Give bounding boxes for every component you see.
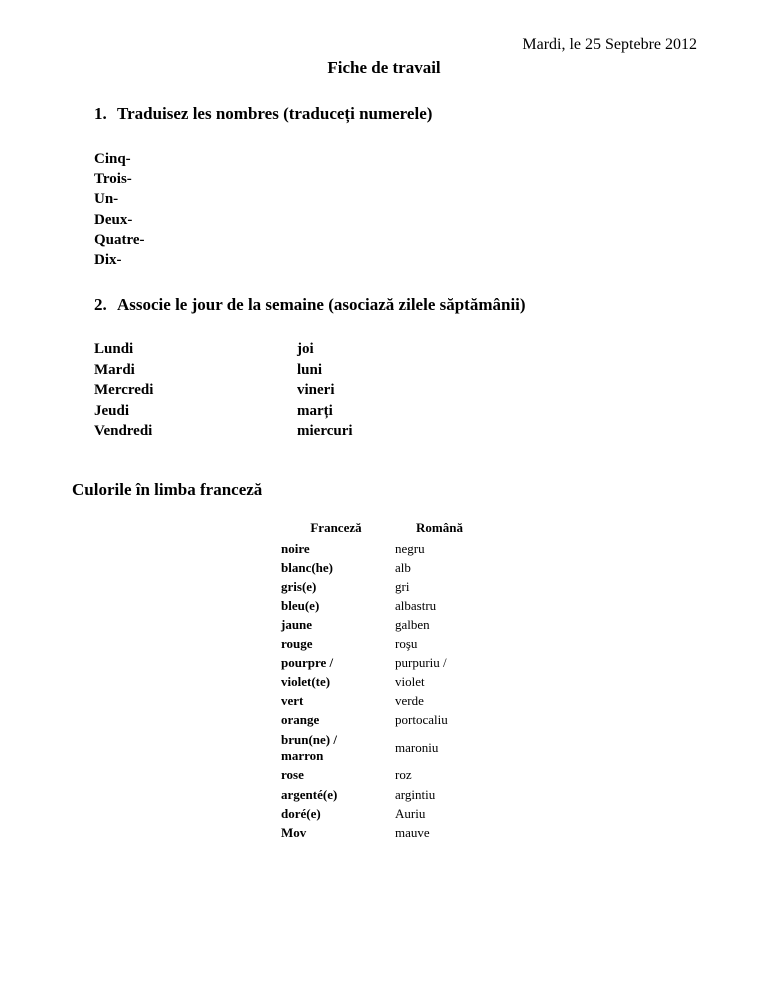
color-romanian: roz	[395, 767, 412, 783]
table-row	[278, 634, 526, 653]
column-header-french: Franceză	[310, 519, 362, 535]
table-row	[278, 766, 526, 785]
exercise-2-heading	[94, 295, 526, 315]
table-row	[278, 654, 526, 673]
exercise-2-title: Associe le jour de la semaine (asociază zilele săptămânii)	[117, 295, 526, 314]
number-item: Un-	[94, 191, 119, 208]
table-row	[278, 577, 526, 596]
table-row	[278, 711, 526, 730]
numbers-list	[94, 149, 145, 270]
color-french: gris(e)	[281, 578, 317, 594]
number-item: Trois-	[94, 171, 132, 188]
color-romanian: violet	[395, 674, 425, 690]
day-french: Jeudi	[94, 402, 130, 419]
color-romanian: alb	[395, 559, 411, 575]
color-french: orange	[281, 712, 320, 728]
table-row	[278, 692, 526, 711]
table-row	[278, 785, 526, 804]
color-french: blanc(he)	[281, 559, 333, 575]
color-french: bleu(e)	[281, 597, 320, 613]
color-french: rouge	[281, 636, 313, 652]
colors-table-header	[278, 518, 526, 539]
day-french: Vendredi	[94, 423, 153, 440]
day-romanian: marți	[297, 402, 333, 419]
color-french: violet(te)	[281, 674, 331, 690]
color-romanian: galben	[395, 616, 430, 632]
document-title: Fiche de travail	[327, 58, 441, 77]
column-header-romanian: Română	[416, 519, 463, 535]
color-romanian: verde	[395, 693, 424, 709]
exercise-1-heading	[94, 104, 432, 124]
color-romanian: portocaliu	[395, 712, 448, 728]
colors-heading: Culorile în limba franceză	[72, 480, 263, 499]
table-row	[278, 804, 526, 823]
day-french: Lundi	[94, 341, 134, 357]
day-romanian: joi	[297, 341, 314, 357]
number-item: Dix-	[94, 252, 122, 269]
exercise-1-title: Traduisez les nombres (traduceți numerele)	[117, 104, 433, 123]
color-romanian: Auriu	[395, 805, 426, 821]
number-item: Cinq-	[94, 151, 131, 167]
day-french: Mercredi	[94, 382, 154, 399]
table-row	[278, 615, 526, 634]
color-romanian: roşu	[395, 636, 418, 652]
number-item: Quatre-	[94, 231, 145, 248]
color-romanian: gri	[395, 578, 410, 594]
table-row	[278, 823, 526, 842]
table-row	[278, 539, 526, 558]
color-french: pourpre /	[281, 655, 334, 671]
day-romanian: miercuri	[297, 423, 353, 440]
day-french: Mardi	[94, 361, 135, 378]
color-french: doré(e)	[281, 805, 321, 821]
day-romanian: luni	[297, 361, 323, 378]
colors-table	[278, 518, 526, 842]
color-french: vert	[281, 693, 304, 709]
color-romanian: mauve	[395, 824, 430, 840]
table-row	[278, 558, 526, 577]
table-row	[278, 730, 526, 766]
color-romanian: purpuriu /	[395, 655, 447, 671]
day-romanian: vineri	[297, 382, 335, 399]
exercise-2-number: 2.	[94, 295, 107, 314]
table-row	[278, 673, 526, 692]
color-romanian: argintiu	[395, 786, 436, 802]
color-romanian: negru	[395, 540, 425, 556]
document-date: Mardi, le 25 Septebre 2012	[522, 36, 697, 53]
color-romanian: albastru	[395, 597, 437, 613]
color-french: rose	[281, 767, 304, 783]
number-item: Deux-	[94, 211, 133, 228]
exercise-1-number: 1.	[94, 104, 107, 123]
color-french: jaune	[281, 616, 313, 632]
table-row	[278, 596, 526, 615]
color-french: argenté(e)	[281, 786, 338, 802]
color-french: Mov	[281, 824, 307, 840]
color-french: noire	[281, 540, 310, 556]
color-french: brun(ne) / marron	[281, 731, 337, 763]
color-romanian: maroniu	[395, 739, 439, 755]
